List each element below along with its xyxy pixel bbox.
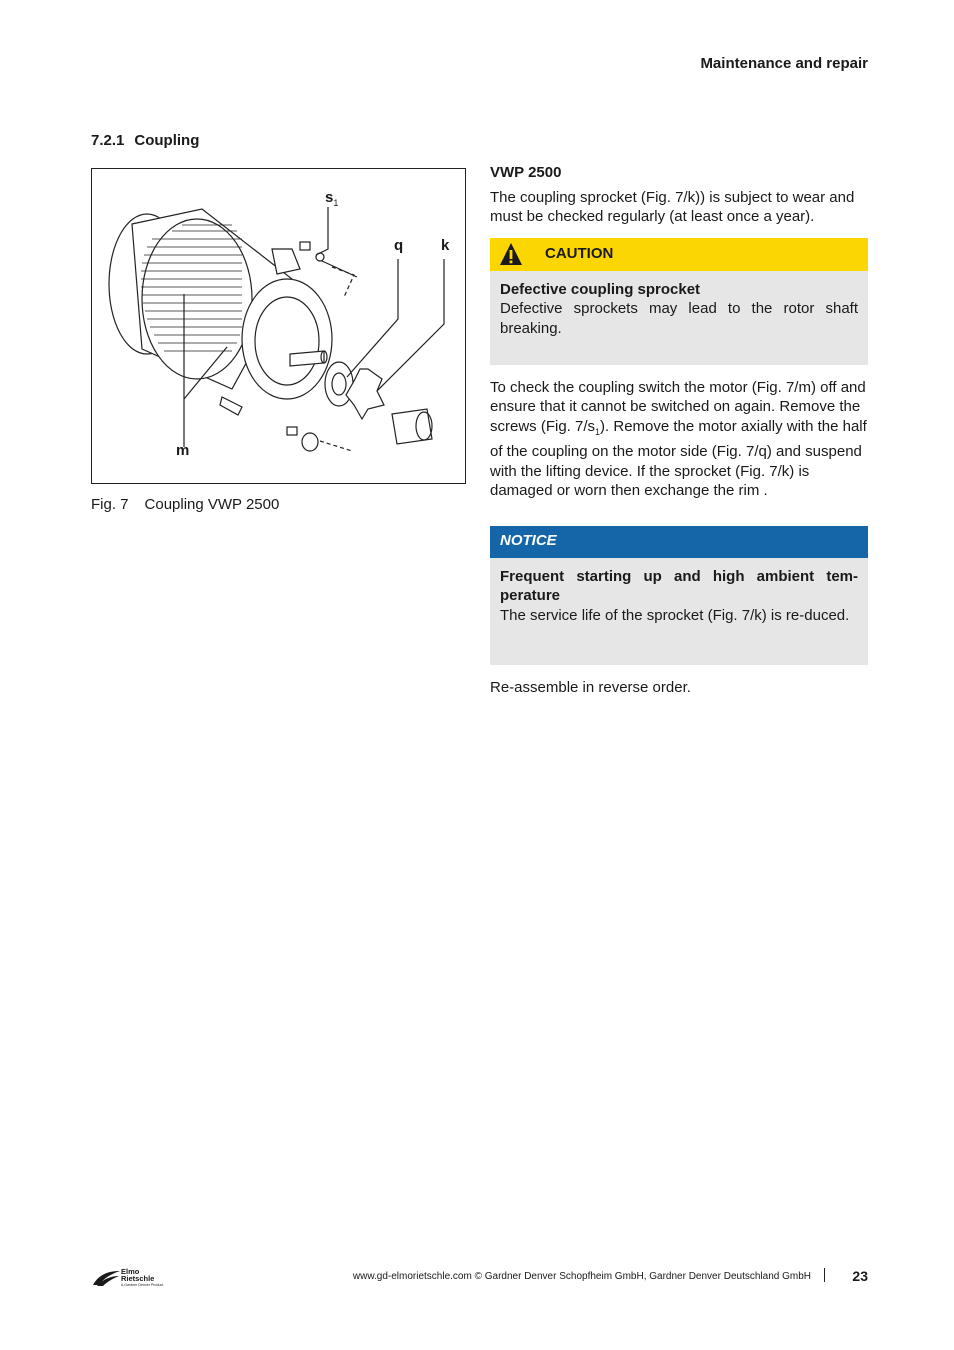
footer-divider — [824, 1268, 825, 1282]
reassemble-paragraph: Re-assemble in reverse order. — [490, 679, 691, 696]
caution-label: CAUTION — [545, 245, 614, 262]
caution-panel — [490, 271, 868, 365]
model-subheading: VWP 2500 — [490, 164, 562, 181]
notice-header — [490, 526, 868, 558]
section-title: Coupling — [134, 132, 200, 149]
company-logo — [91, 1266, 171, 1290]
logo-line1: Elmo — [121, 1267, 140, 1276]
figure-caption-text: Coupling VWP 2500 — [144, 496, 280, 513]
coupling-figure — [91, 168, 466, 484]
figure-caption — [91, 496, 279, 513]
notice-title: Frequent starting up and high ambient tem-perature — [500, 568, 858, 605]
caution-header — [490, 238, 868, 271]
page-number: 23 — [852, 1268, 868, 1284]
running-header: Maintenance and repair — [700, 55, 868, 72]
caution-text: Defective sprockets may lead to the rotor shaft breaking. — [500, 300, 858, 337]
intro-paragraph: The coupling sprocket (Fig. 7/k)) is subject to wear and must be checked regularly (at least once a year). — [490, 189, 855, 226]
notice-panel — [490, 558, 868, 665]
caution-title: Defective coupling sprocket — [500, 281, 701, 298]
logo-swoosh-icon — [91, 1268, 121, 1288]
notice-text: The service life of the sprocket (Fig. 7/k) is re-duced. — [500, 606, 850, 624]
label-s1: $s_1$ — [325, 189, 339, 208]
warning-triangle-icon — [499, 241, 523, 267]
logo-tagline: A Gardner Denver Product — [121, 1283, 164, 1287]
logo-line2: Rietschle — [121, 1274, 155, 1283]
footer-website: www.gd-elmorietschle.com — [352, 1271, 472, 1282]
footer-copyright: www.gd-elmorietschle.com © Gardner Denver Schopfheim GmbH, Gardner Denver Deutschland GmbH — [352, 1271, 811, 1282]
label-q: q — [394, 237, 404, 254]
check-procedure-paragraph: To check the coupling switch the motor (Fig. 7/m) off and ensure that it cannot be switched on again. Remove the screws (Fig. $7/s_1$). Remove the motor axially with the half of the coupling on the motor side (Fig. 7/q) and suspend with the lifting device. If the sprocket (Fig. 7/k) is damaged or worn then exchange the rim . — [490, 379, 867, 500]
motor-coupling-drawing — [92, 169, 467, 485]
figure-number: Fig. 7 — [91, 496, 129, 513]
label-m: m — [176, 442, 190, 459]
notice-label: NOTICE — [500, 532, 557, 549]
section-heading — [91, 132, 199, 149]
label-k: k — [441, 237, 450, 254]
section-number: 7.2.1 — [91, 132, 125, 149]
